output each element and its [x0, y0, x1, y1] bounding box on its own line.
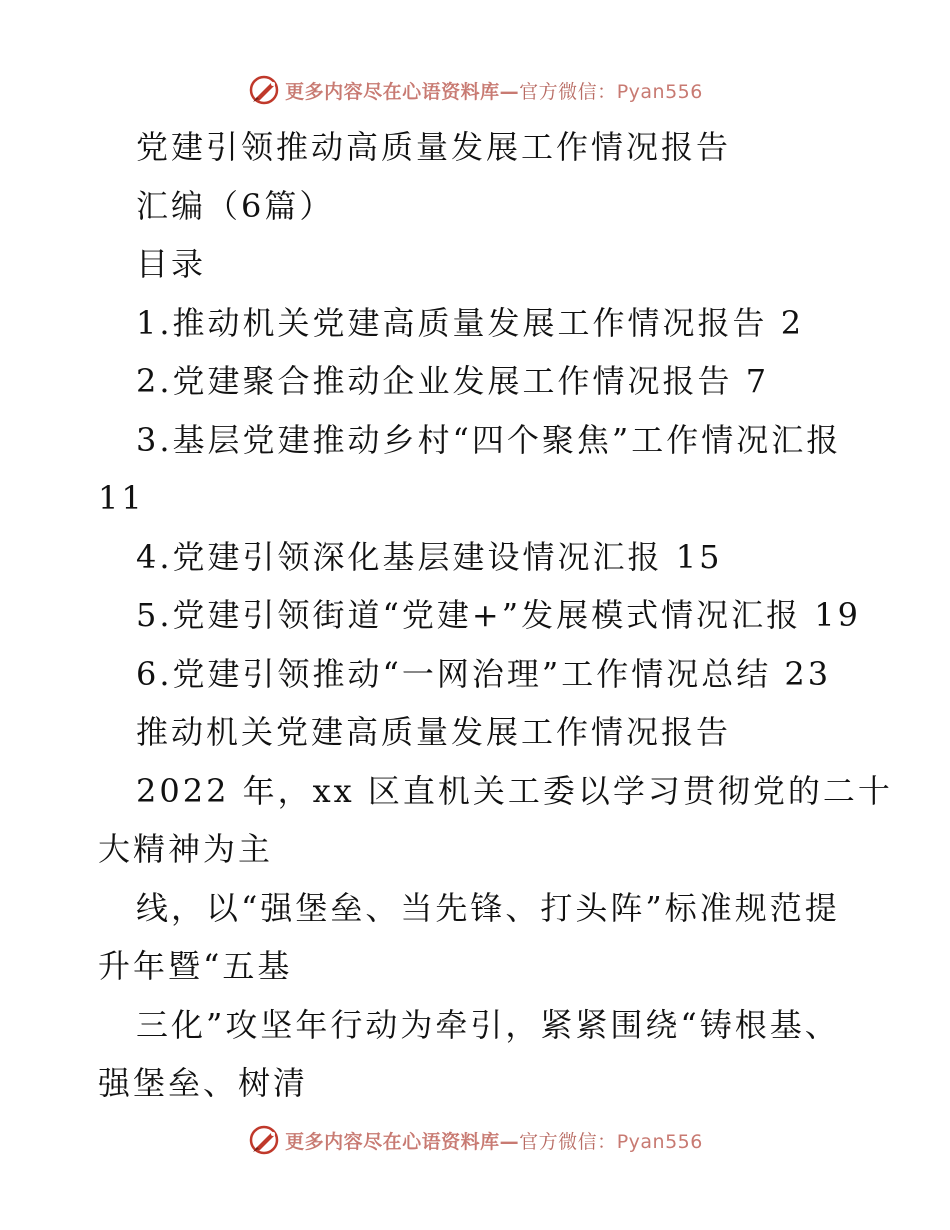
toc-heading: 目录: [136, 245, 207, 283]
toc-item-5[interactable]: 5.党建引领街道“党建+”发展模式情况汇报 19: [136, 596, 861, 634]
document-title-line-2: 汇编（6篇）: [136, 186, 335, 225]
body-paragraph-1-cont: 大精神为主: [98, 830, 274, 868]
watermark-dash: —: [499, 80, 520, 103]
document-title-line-1: 党建引领推动高质量发展工作情况报告: [136, 128, 732, 166]
footer-watermark: [0, 1122, 950, 1158]
toc-item-6[interactable]: 6.党建引领推动“一网治理”工作情况总结 23: [136, 654, 832, 693]
toc-item-4[interactable]: 4.党建引领深化基层建设情况汇报 15: [136, 537, 723, 576]
header-watermark: [0, 72, 950, 108]
toc-item-2[interactable]: 2.党建聚合推动企业发展工作情况报告 7: [136, 362, 770, 400]
body-paragraph-2: 线，以“强堡垒、当先锋、打头阵”标准规范提: [136, 888, 840, 927]
toc-item-3-page[interactable]: 11: [98, 479, 145, 517]
watermark-wechat-id: Pyan556: [616, 80, 703, 103]
watermark-site-text: 更多内容尽在心语资料库: [285, 80, 500, 103]
section-title: 推动机关党建高质量发展工作情况报告: [136, 713, 732, 751]
body-paragraph-3-cont: 强堡垒、树清: [98, 1064, 309, 1102]
quill-pen-icon: [247, 1123, 281, 1157]
body-paragraph-2-cont: 升年暨“五基: [98, 947, 293, 985]
watermark-wechat-id: Pyan556: [616, 1130, 703, 1153]
watermark-text: [285, 1127, 703, 1154]
watermark-site-text: 更多内容尽在心语资料库: [285, 1130, 500, 1153]
document-body: [0, 118, 950, 1113]
body-paragraph-3: 三化”攻坚年行动为牵引，紧紧围绕“铸根基、: [136, 1005, 840, 1044]
quill-pen-icon: [247, 73, 281, 107]
body-paragraph-1: 2022 年，xx 区直机关工委以学习贯彻党的二十: [136, 771, 893, 810]
toc-item-3[interactable]: 3.基层党建推动乡村“四个聚焦”工作情况汇报: [136, 420, 842, 459]
watermark-wechat-label: 官方微信：: [519, 1130, 617, 1153]
watermark-wechat-label: 官方微信：: [519, 80, 617, 103]
watermark-dash: —: [499, 1130, 520, 1153]
toc-item-1[interactable]: 1.推动机关党建高质量发展工作情况报告 2: [136, 303, 805, 342]
watermark-text: [285, 77, 703, 104]
